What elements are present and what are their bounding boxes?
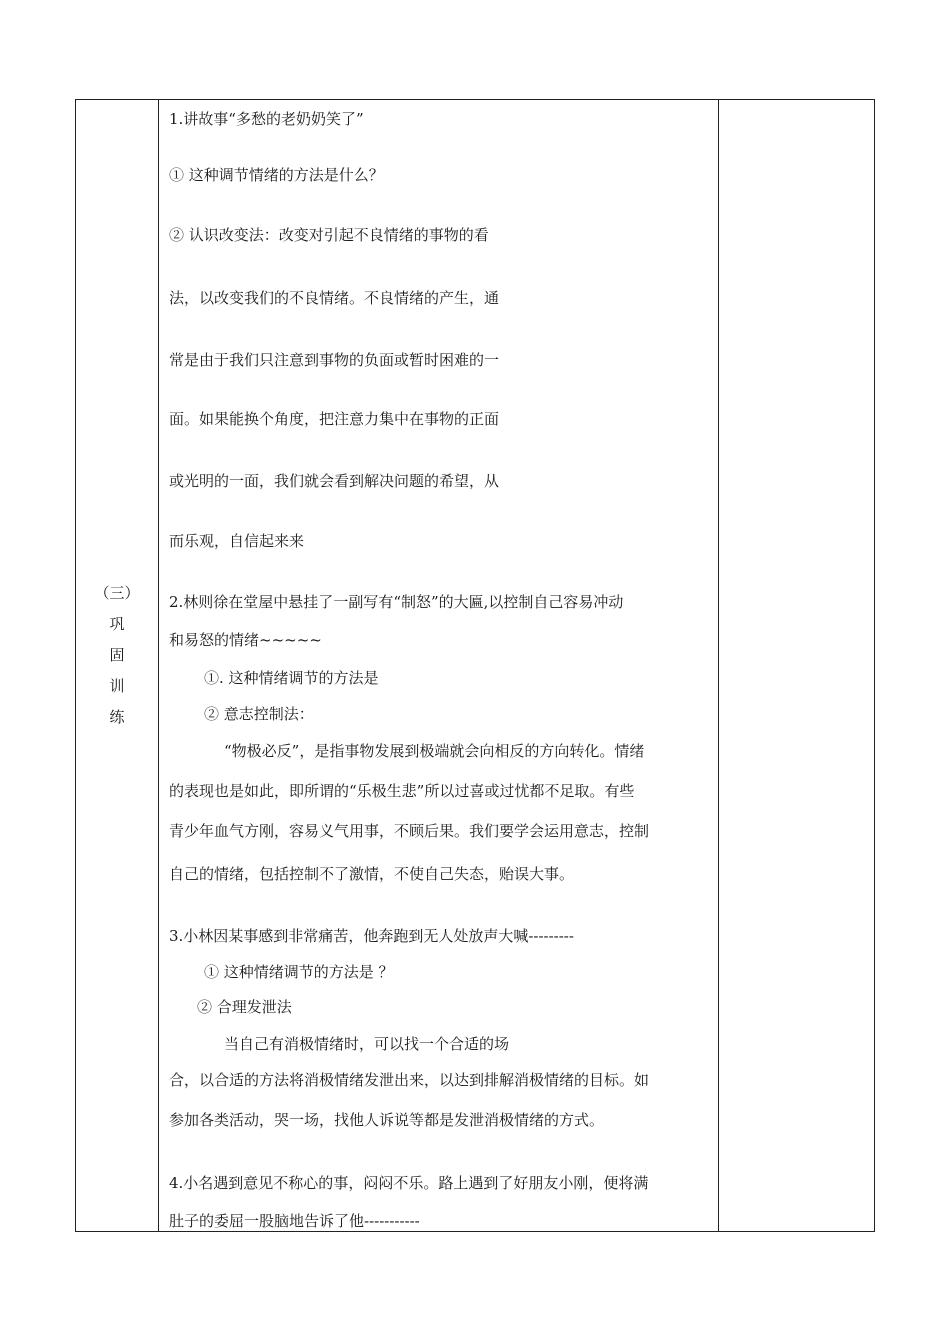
section-char: 训 bbox=[109, 677, 125, 695]
section-char: 巩 bbox=[109, 615, 125, 633]
text-line: 2.林则徐在堂屋中悬挂了一副写有“制怒”的大匾,以控制自己容易冲动 bbox=[169, 593, 624, 611]
text-line: 3.小林因某事感到非常痛苦，他奔跑到无人处放声大喊--------- bbox=[169, 927, 574, 945]
text-line: 当自己有消极情绪时，可以找一个合适的场 bbox=[224, 1035, 510, 1053]
text-line: 自己的情绪，包括控制不了激情，不使自己失态，贻误大事。 bbox=[169, 865, 575, 883]
text-line: 和易怒的情绪~~~~~ bbox=[169, 631, 322, 649]
text-line: ① 这种情绪调节的方法是 ？ bbox=[204, 963, 394, 981]
section-char: 练 bbox=[109, 708, 125, 726]
text-line: 参加各类活动，哭一场，找他人诉说等都是发泄消极情绪的方式。 bbox=[169, 1111, 605, 1129]
text-line: 常是由于我们只注意到事物的负面或暂时困难的一 bbox=[169, 351, 500, 369]
text-line: ① 这种调节情绪的方法是什么？ bbox=[169, 166, 384, 184]
text-line: 而乐观，自信起来来 bbox=[169, 532, 305, 550]
text-line: “物极必反”，是指事物发展到极端就会向相反的方向转化。情绪 bbox=[224, 742, 645, 760]
text-line: 法，以改变我们的不良情绪。不良情绪的产生，通 bbox=[169, 289, 500, 307]
section-number: （三） bbox=[94, 584, 140, 602]
text-line: 青少年血气方刚，容易义气用事，不顾后果。我们要学会运用意志，控制 bbox=[169, 822, 650, 840]
text-line: 4.小名遇到意见不称心的事，闷闷不乐。路上遇到了好朋友小刚，便将满 bbox=[169, 1174, 649, 1192]
text-line: 或光明的一面，我们就会看到解决问题的希望，从 bbox=[169, 472, 500, 490]
lesson-table bbox=[75, 99, 875, 1232]
column-divider bbox=[718, 100, 719, 1231]
section-label bbox=[76, 578, 158, 733]
section-char: 固 bbox=[109, 646, 125, 664]
column-divider bbox=[158, 100, 159, 1231]
text-line: 肚子的委屈一股脑地告诉了他----------- bbox=[169, 1212, 420, 1230]
text-line: ② 意志控制法： bbox=[204, 705, 314, 723]
text-line: 合，以合适的方法将消极情绪发泄出来，以达到排解消极情绪的目标。如 bbox=[169, 1071, 650, 1089]
text-line: ② 合理发泄法 bbox=[197, 998, 292, 1016]
text-line: ①. 这种情绪调节的方法是 bbox=[204, 669, 379, 687]
text-line: 1.讲故事“多愁的老奶奶笑了” bbox=[169, 110, 364, 128]
text-line: ② 认识改变法：改变对引起不良情绪的事物的看 bbox=[169, 226, 489, 244]
text-line: 面。如果能换个角度，把注意力集中在事物的正面 bbox=[169, 410, 500, 428]
text-line: 的表现也是如此，即所谓的“乐极生悲”所以过喜或过忧都不足取。有些 bbox=[169, 782, 635, 800]
